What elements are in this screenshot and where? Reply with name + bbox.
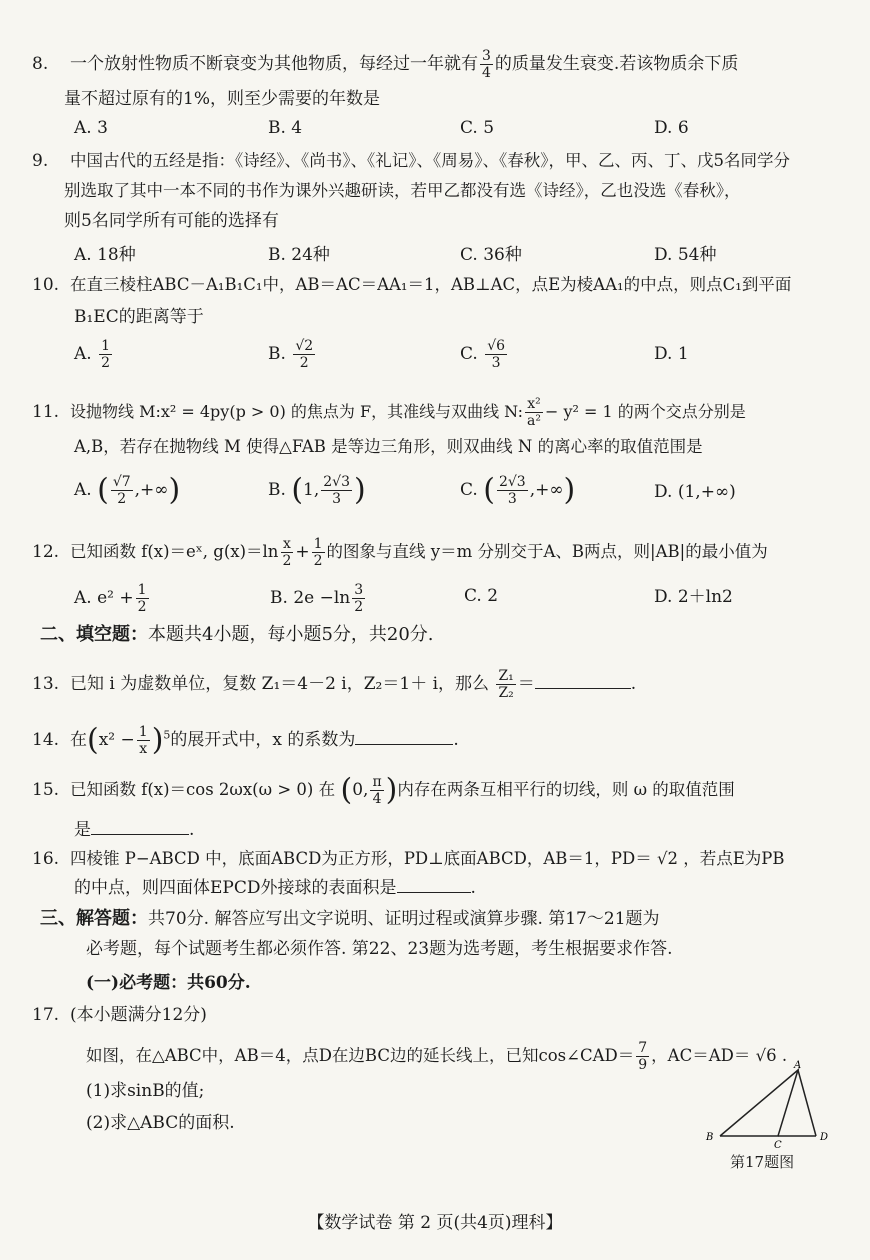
- q12-option-d: [654, 582, 733, 607]
- q16-answer-blank[interactable]: [397, 876, 471, 893]
- q15-lparen: (: [340, 772, 353, 808]
- q14-rparen: ): [151, 722, 164, 758]
- q14-line: [32, 724, 459, 757]
- q8-text-a: 一个放射性物质不断衰变为其他物质，每经过一年就有: [70, 54, 478, 74]
- q11-label-c: C.: [460, 480, 478, 500]
- q8-option-c: C. 5: [460, 118, 495, 138]
- q9-option-b: B. 24种: [268, 245, 330, 265]
- q8-frac-den: 4: [482, 65, 491, 81]
- q13-end: .: [630, 674, 637, 694]
- q14-f-den: x: [139, 741, 148, 757]
- q10-c-num: √6: [487, 338, 506, 354]
- label-d: D: [820, 1132, 829, 1143]
- q14-text-a: 在: [70, 730, 87, 750]
- q12-line1: [32, 536, 768, 569]
- q11-text-a: 设抛物线 M:x² = 4py(p > 0) 的焦点为 F，其准线与双曲线 N:: [70, 402, 524, 421]
- q10-label-a: A.: [74, 344, 92, 364]
- q10-label-c: C.: [460, 344, 478, 364]
- q15-answer-blank[interactable]: [91, 818, 189, 835]
- q12-d-value: 2＋ln2: [677, 587, 733, 607]
- q17-number: 17.: [32, 1005, 60, 1025]
- q10-c-den: 3: [491, 355, 501, 371]
- q15-rparen: ): [385, 772, 398, 808]
- q11-b-lparen: (: [291, 472, 304, 508]
- q11-a-rparen: ): [168, 472, 181, 508]
- q11-option-b: [268, 474, 366, 507]
- section3-desc-1: 共70分. 解答应写出文字说明、证明过程或演算步骤. 第17～21题为: [148, 909, 660, 929]
- q13-eq: ＝: [517, 674, 535, 694]
- q11-a-lparen: (: [97, 472, 109, 508]
- q12-f1-den: 2: [282, 553, 292, 569]
- q11-number: 11.: [32, 402, 60, 422]
- q12-c-value: 2: [487, 586, 499, 606]
- q12-text-b: 的图象与直线 y＝m 分别交于A、B两点，则|AB|的最小值为: [326, 542, 768, 561]
- q11-c-lparen: (: [483, 472, 495, 508]
- q14-inner: x² −: [98, 730, 135, 750]
- label-b: B: [706, 1132, 714, 1143]
- q14-text-b: 的展开式中，x 的系数为: [170, 730, 356, 750]
- q10-label-d: D.: [654, 344, 673, 364]
- q12-b-num: 3: [354, 582, 364, 598]
- page-footer: 【数学试卷 第 2 页(共4页)理科】: [307, 1213, 563, 1233]
- label-a: A: [794, 1060, 802, 1071]
- q9-text-1: 中国古代的五经是指：《诗经》、《尚书》、《礼记》、《周易》、《春秋》，甲、乙、丙、丁、戊5名同学分: [70, 151, 790, 170]
- q10-line2: B₁EC的距离等于: [74, 307, 204, 327]
- q14-f-num: 1: [138, 724, 148, 740]
- q12-f2-den: 2: [313, 553, 323, 569]
- q12-option-c: [464, 586, 498, 606]
- q9-line2: 别选取了其中一本不同的书作为课外兴趣研读，若甲乙都没有选《诗经》，乙也没选《春秋》，: [64, 181, 741, 200]
- q10-b-den: 2: [299, 355, 309, 371]
- triangle-abc: [720, 1070, 798, 1136]
- q15-f-den: 4: [372, 791, 382, 807]
- q12-frac2: [312, 536, 325, 569]
- q11-frac-num: x²: [527, 396, 541, 412]
- q17-triangle-figure: [700, 1060, 840, 1150]
- q11-line2: A,B，若存在抛物线 M 使得△FAB 是等边三角形，则双曲线 N 的离心率的取值范围是: [74, 437, 703, 456]
- q12-label-d: D.: [654, 587, 673, 607]
- q14-power: 5: [163, 728, 171, 742]
- q11-frac: [525, 396, 543, 429]
- q17-line2: [86, 1040, 787, 1073]
- q8-option-a: A. 3: [74, 118, 108, 138]
- q11-c-tail: ,+∞: [529, 480, 564, 500]
- q13-line: [32, 668, 636, 701]
- q10-label-b: B.: [268, 344, 286, 364]
- q15-frac: [370, 774, 383, 807]
- q11-line1: [32, 396, 746, 429]
- q11-c-frac: [497, 474, 528, 507]
- q17-frac: [636, 1040, 649, 1073]
- q15-line2: [74, 818, 194, 841]
- q10-option-b: [268, 338, 317, 371]
- q11-text-b: − y² = 1 的两个交点分别是: [544, 402, 746, 421]
- label-c: C: [774, 1140, 782, 1150]
- q17-line1: [32, 1004, 207, 1026]
- q15-number: 15.: [32, 780, 60, 800]
- q12-label-c: C.: [464, 586, 482, 606]
- q11-a-tail: ,+∞: [134, 480, 169, 500]
- q9-option-c: C. 36种: [460, 245, 522, 265]
- q12-a-num: 1: [137, 582, 147, 598]
- q13-answer-blank[interactable]: [535, 672, 631, 689]
- q11-c-rparen: ): [563, 472, 576, 508]
- q10-c-frac: [485, 338, 507, 371]
- q15-f-num: π: [372, 774, 382, 790]
- q12-b-frac: [352, 582, 365, 615]
- q8-line1: [32, 48, 738, 81]
- q12-label-b: B.: [270, 588, 288, 608]
- q12-plus: +: [295, 542, 310, 562]
- section3-title: 三、解答题：: [40, 908, 148, 929]
- q10-b-frac: [293, 338, 315, 371]
- q11-a-frac: [111, 474, 133, 507]
- q15-interval-a: 0,: [352, 780, 369, 800]
- q8-option-d: D. 6: [654, 118, 689, 138]
- segment-ad: [798, 1070, 816, 1136]
- q9-option-d: D. 54种: [654, 245, 717, 265]
- q16-text-2: 的中点，则四面体EPCD外接球的表面积是: [74, 878, 397, 898]
- q11-b-frac: [321, 474, 352, 507]
- q17-text-b: ，AC＝AD＝ √6 .: [651, 1046, 788, 1065]
- q10-a-frac: [99, 338, 112, 371]
- q12-f2-num: 1: [313, 536, 323, 552]
- q12-label-a: A.: [74, 588, 92, 608]
- section2-title: 二、填空题：: [40, 624, 148, 645]
- q15-text-2: 是: [74, 820, 91, 840]
- q17-part2: (2)求△ABC的面积.: [86, 1113, 235, 1133]
- q11-b-rparen: ): [354, 472, 366, 508]
- q17-part1: (1)求sinB的值;: [86, 1081, 205, 1101]
- q11-frac-den: a²: [527, 413, 541, 429]
- section2-desc: 本题共4小题，每小题5分，共20分.: [148, 624, 434, 645]
- q12-a-expr: e² +: [97, 588, 134, 608]
- q15-text-a: 已知函数 f(x)＝cos 2ωx(ω > 0) 在: [70, 780, 336, 799]
- q12-option-a: [74, 582, 151, 615]
- q11-b-den: 3: [332, 491, 342, 507]
- q11-label-a: A.: [74, 480, 92, 500]
- q14-end: .: [453, 730, 459, 750]
- q11-a-den: 2: [117, 491, 127, 507]
- q10-b-num: √2: [295, 338, 314, 354]
- q15-text-b: 内存在两条互相平行的切线，则 ω 的取值范围: [397, 780, 735, 799]
- q12-b-den: 2: [354, 599, 364, 615]
- q14-number: 14.: [32, 730, 60, 750]
- q17-score: (本小题满分12分): [70, 1005, 207, 1025]
- q10-number: 10.: [32, 275, 60, 295]
- q8-fraction: [480, 48, 493, 81]
- section2-heading: [40, 624, 434, 646]
- q17-f-den: 9: [638, 1057, 648, 1073]
- q16-line1: [32, 848, 785, 870]
- q9-line1: [32, 150, 790, 172]
- q16-line2: [74, 876, 476, 899]
- section3-subheading: (一)必考题：共60分.: [86, 973, 251, 993]
- q16-number: 16.: [32, 849, 60, 869]
- q12-f1-num: x: [282, 536, 291, 552]
- q8-line2: 量不超过原有的1%，则至少需要的年数是: [64, 89, 380, 109]
- q10-option-a: [74, 338, 114, 371]
- q8-text-b: 的质量发生衰变.若该物质余下质: [494, 54, 739, 74]
- q12-frac1: [280, 536, 293, 569]
- q10-option-d: [654, 344, 689, 364]
- q17-f-num: 7: [638, 1040, 648, 1056]
- q11-option-c: [460, 474, 575, 507]
- q11-c-num: 2√3: [498, 474, 526, 490]
- q10-line1: [32, 274, 791, 296]
- q9-option-a: A. 18种: [74, 245, 136, 265]
- q11-b-head: 1,: [303, 480, 320, 500]
- q10-option-c: [460, 338, 509, 371]
- q11-c-den: 3: [507, 491, 517, 507]
- q14-frac: [137, 724, 150, 757]
- q12-a-den: 2: [137, 599, 147, 615]
- section3-line2: 必考题，每个试题考生都必须作答. 第22、23题为选考题，考生根据要求作答.: [86, 939, 673, 959]
- q11-d-value: (1,+∞): [677, 482, 736, 502]
- q17-text-a: 如图，在△ABC中，AB＝4，点D在边BC边的延长线上，已知cos∠CAD＝: [86, 1046, 635, 1065]
- q10-a-num: 1: [101, 338, 111, 354]
- q11-a-num: √7: [112, 474, 131, 490]
- q13-number: 13.: [32, 674, 60, 694]
- q12-text-a: 已知函数 f(x)＝eˣ, g(x)＝ln: [70, 542, 279, 561]
- q13-f-den: Z₂: [498, 685, 514, 701]
- q15-line1: [32, 774, 735, 807]
- q9-line3: 则5名同学所有可能的选择有: [64, 211, 279, 231]
- q10-text-1: 在直三棱柱ABC－A₁B₁C₁中，AB＝AC＝AA₁＝1，AB⊥AC，点E为棱AA₁的中点，则点C₁到平面: [70, 275, 792, 294]
- q16-text-1: 四棱锥 P−ABCD 中，底面ABCD为正方形，PD⊥底面ABCD，AB＝1，PD＝ √2 ，若点E为PB: [70, 849, 785, 868]
- q17-figure-caption: 第17题图: [730, 1153, 795, 1171]
- q13-text: 已知 i 为虚数单位，复数 Z₁＝4－2 i，Z₂＝1＋ i，那么: [70, 674, 490, 694]
- section3-line1: [40, 908, 660, 930]
- q11-label-d: D.: [654, 482, 673, 502]
- q13-f-num: Z₁: [498, 668, 514, 684]
- q11-b-num: 2√3: [323, 474, 351, 490]
- q11-option-a: [74, 474, 180, 507]
- q15-end: .: [189, 820, 195, 840]
- q11-label-b: B.: [268, 480, 286, 500]
- q8-number: 8.: [32, 54, 49, 74]
- q8-option-b: B. 4: [268, 118, 303, 138]
- q12-a-frac: [136, 582, 149, 615]
- q13-frac: [496, 668, 515, 701]
- q8-frac-num: 3: [482, 48, 491, 64]
- q12-number: 12.: [32, 542, 60, 562]
- q16-end: .: [470, 878, 476, 898]
- q12-b-expr: 2e −ln: [293, 588, 351, 608]
- q10-a-den: 2: [101, 355, 111, 371]
- q11-option-d: [654, 482, 736, 502]
- q9-number: 9.: [32, 151, 49, 171]
- q12-option-b: [270, 582, 367, 615]
- q14-lparen: (: [87, 722, 99, 758]
- q10-d-value: 1: [677, 344, 689, 364]
- q14-answer-blank[interactable]: [355, 728, 453, 745]
